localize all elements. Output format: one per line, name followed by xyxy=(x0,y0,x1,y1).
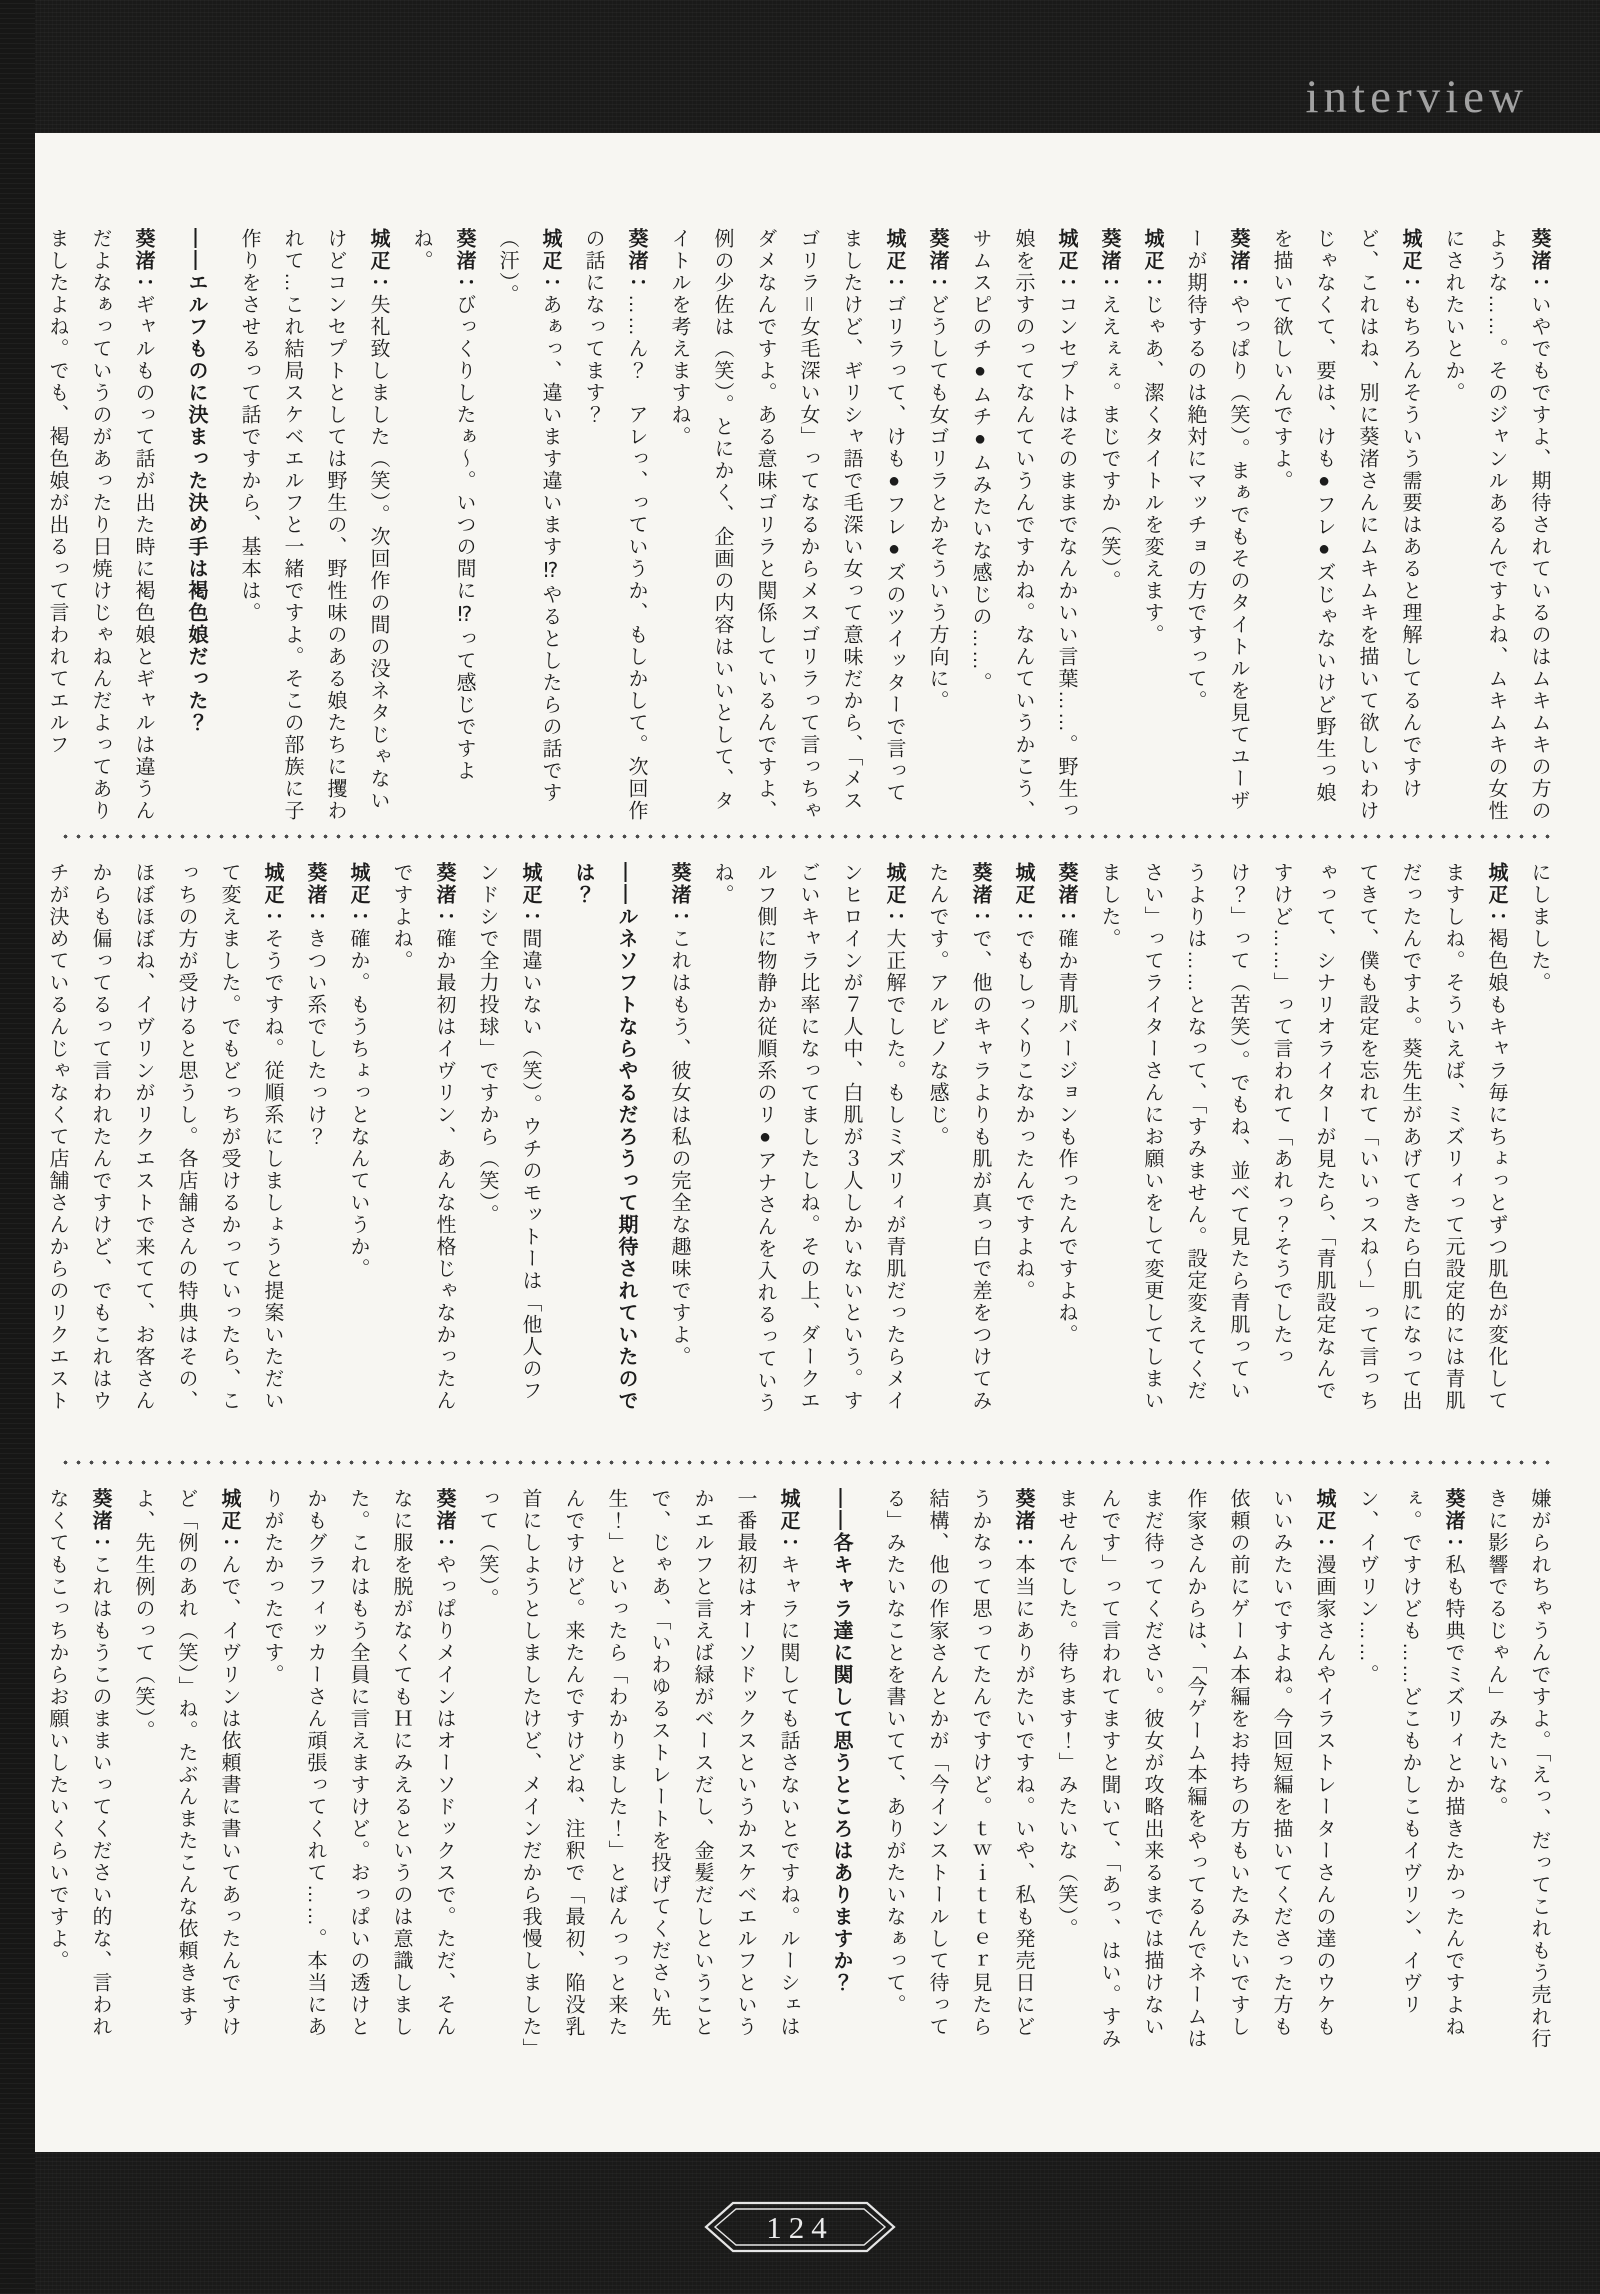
interview-paragraph: 葵渚：ええぇぇ。まじですか（笑）。 xyxy=(1098,228,1120,592)
interview-paragraph: 葵渚：きつい系でしたっけ？ xyxy=(304,862,326,1148)
page-number-frame-icon xyxy=(702,2198,898,2256)
speaker-name: 城疋： xyxy=(539,228,561,294)
interview-paragraph: 葵渚：……ん？ アレっ、っていうか、もしかして。次回作の話になってます？ xyxy=(582,228,647,822)
interview-paragraph: 葵渚：やっぱり（笑）。まぁでもそのタイトルを見てユーザーが期待するのは絶対にマッチョの方ですって。 xyxy=(1184,228,1249,812)
interview-paragraph: 葵渚：ギャルものって話が出た時に褐色娘とギャルは違うんだよなぁっていうのがあったり日焼けじゃねんだよってありましたよね。でも、褐色娘が出るって言われてエルフ xyxy=(46,228,154,822)
speaker-name: 葵渚： xyxy=(433,862,455,928)
dotted-separator xyxy=(63,834,1555,839)
speaker-name: 葵渚： xyxy=(89,1488,111,1554)
dotted-separator xyxy=(63,1460,1555,1465)
speaker-name: 葵渚： xyxy=(668,862,690,928)
speaker-name: 葵渚： xyxy=(1528,228,1550,294)
interview-paragraph: 城疋：そうですね。従順系にしましょうと提案いただいて変えました。でもどっちが受けるかっていったら、こっちの方が受けると思うし。各店舗さんの特典はその、ほぼほぼね、イヴリンがリクエストで来てて、お客さんからも偏ってるって言われたんですけど、でもこれはウチが決めているんじゃなくて店舗さんからのリクエスト xyxy=(46,862,283,1412)
speaker-name: 城疋： xyxy=(1313,1488,1335,1554)
speaker-name: 城疋： xyxy=(1485,862,1507,928)
interview-paragraph: 城疋：大正解でした。もしミズリィが青肌だったらメインヒロインが７人中、白肌が３人しかいないという。すごいキャラ比率になってましたしね。その上、ダークエルフ側に物静か従順系のリ●アナさんを入れるっていうね。 xyxy=(711,862,905,1414)
interview-paragraph: 葵渚：私も特典でミズリィとか描きたかったんですよねぇ。ですけども……どこもかしこもイヴリン、イヴリン、イヴリン……。 xyxy=(1356,1488,1464,2038)
speaker-name: 城疋： xyxy=(347,862,369,928)
interview-paragraph: 城疋：間違いない（笑）。ウチのモットーは「他人のフンドシで全力投球」ですから（笑）。 xyxy=(476,862,541,1402)
interview-paragraph: 城疋：んで、イヴリンは依頼書に書いてあったんですけど「例のあれ（笑）」ね。たぶんまたこんな依頼きますよ、先生例のって（笑）。 xyxy=(132,1488,240,2038)
speaker-name: 城疋： xyxy=(883,862,905,928)
interview-paragraph: 城疋：でもしっくりこなかったんですよね。 xyxy=(1012,862,1034,1302)
interview-paragraph: 葵渚：確か最初はイヴリン、あんな性格じゃなかったんですよね。 xyxy=(390,862,455,1412)
interview-text-band-1 xyxy=(46,228,1560,822)
interview-paragraph: 葵渚：びっくりしたぁ～。いつの間に⁉って感じですよね。 xyxy=(410,228,475,782)
interview-paragraph: 城疋：あぁっ、違います違います⁉やるとしたらの話です（汗）。 xyxy=(496,228,561,804)
speaker-name: 城疋： xyxy=(883,228,905,294)
speaker-name: 葵渚： xyxy=(304,862,326,928)
interview-label: interview xyxy=(1305,71,1528,123)
interview-paragraph: 城疋：じゃあ、潔くタイトルを変えます。 xyxy=(1141,228,1163,646)
speaker-name: 葵渚： xyxy=(1098,228,1120,294)
speaker-name: 葵渚： xyxy=(1055,862,1077,928)
speaker-name: 城疋： xyxy=(1055,228,1077,294)
speaker-name: 城疋： xyxy=(1399,228,1421,294)
speaker-name: 城疋： xyxy=(218,1488,240,1554)
section-heading: ――ルネソフトならやるだろうって期待されていたのでは？ xyxy=(572,862,637,1412)
speaker-name: 城疋： xyxy=(1141,228,1163,294)
speaker-name: 葵渚： xyxy=(1012,1488,1034,1554)
speaker-name: 葵渚： xyxy=(1227,228,1249,294)
interview-paragraph: 城疋：ゴリラって、けも●フレ●ズのツイッターで言ってましたけど、ギリシャ語で毛深い女って意味だから、「メスゴリラ＝女毛深い女」ってなるからメスゴリラって言っちゃダメなんですよ。ある意味ゴリラと関係しているんですよ、例の少佐は（笑）。とにかく、企画の内容はいいとして、タイトルを考えますね。 xyxy=(668,228,905,822)
page-footer xyxy=(0,2152,1600,2294)
interview-paragraph: 葵渚：いやでもですよ、期待されているのはムキムキの方のような……。そのジャンルあるんですよね、ムキムキの女性にされたいとか。 xyxy=(1442,228,1550,822)
page-header xyxy=(0,0,1600,133)
interview-paragraph: 城疋：失礼致しました（笑）。次回作の間の没ネタじゃないけどコンセプトとしては野生の、野性味のある娘たちに攫われて…これ結局スケベエルフと一緒ですよ。そこの部族に子作りをさせるって話ですから、基本は。 xyxy=(238,228,389,822)
interview-paragraph: 城疋：もちろんそういう需要はあると理解してるんですけど、これはね、別に葵渚さんにムキムキを描いて欲しいわけじゃなくて、要は、けも●フレ●ズじゃないけど野生っ娘を描いて欲しいんですよ。 xyxy=(1270,228,1421,822)
interview-paragraph: 葵渚：どうしても女ゴリラとかそういう方向に。 xyxy=(926,228,948,712)
section-heading: ――各キャラ達に関して思うところはありますか？ xyxy=(830,1488,852,1994)
interview-paragraph: 葵渚：やっぱりメインはオーソドックスで。ただ、そんなに服を脱がなくてもＨにみえるというのは意識しました。これはもう全員に言えますけど。おっぱいの透けとかもグラフィッカーさん頑張ってくれて……。本当にありがたかったです。 xyxy=(261,1488,455,2038)
speaker-name: 葵渚： xyxy=(132,228,154,294)
paragraph-continuation: 嫌がられちゃうんですよ。「えっ、だってこれもう売れ行きに影響でるじゃん」みたいな。 xyxy=(1485,1488,1550,2050)
interview-paragraph: 葵渚：これはもう、彼女は私の完全な趣味ですよ。 xyxy=(668,862,690,1368)
interview-paragraph: 城疋：褐色娘もキャラ毎にちょっとずつ肌色が変化してますしね。そういえば、ミズリィって元設定的には青肌だったんですよ。葵先生があげてきたら白肌になって出てきて、僕も設定を忘れて「いいっスね～」って言っちゃって、シナリオライターが見たら、「青肌設定なんですけど……」って言われて「あれっ？そうでしたっけ？」って（苦笑）。でもね、並べて見たら青肌っていうよりは……となって、「すみません。設定変えてください」ってライターさんにお願いをして変更してしまいました。 xyxy=(1098,862,1507,1412)
speaker-name: 葵渚： xyxy=(926,228,948,294)
speaker-name: 葵渚： xyxy=(1442,1488,1464,1554)
interview-text-band-3 xyxy=(46,1488,1560,2056)
interview-paragraph: 葵渚：これはもうこのままいってください的な、言われなくてもこっちからお願いしたいくらいですよ。 xyxy=(46,1488,111,2038)
speaker-name: 葵渚： xyxy=(625,228,647,294)
interview-paragraph: 城疋：キャラに関しても話さないとですね。ルーシェは一番最初はオーソドックスというかスケベエルフというかエルフと言えば緑がベースだし、金髪だしということで、じゃあ、「いわゆるストレートを投げてください先生！」といったら「わかりました！」とばんっっと来たんですけど。来たんですけどね、注釈で「最初、陥没乳首にしようとしましたけど、メインだから我慢しました」って（笑）。 xyxy=(476,1488,799,2050)
section-heading: ――エルフものに決まった決め手は褐色娘だった？ xyxy=(185,228,207,734)
speaker-name: 城疋： xyxy=(1012,862,1034,928)
page-number: 124 xyxy=(766,2210,834,2245)
interview-paragraph: 城疋：漫画家さんやイラストレーターさんの達のウケもいいみたいですよね。今回短編を描いてくださった方も依頼の前にゲーム本編をお持ちの方もいたみたいですし作家さんからは、「今ゲーム本編をやってるんでネームはまだ待ってください。彼女が攻略出来るまでは描けないんです」って言われてますと聞いて、「あっ、はい。すみませんでした。待ちます！」みたいな（笑）。 xyxy=(1055,1488,1335,2050)
speaker-name: 城疋： xyxy=(261,862,283,928)
speaker-name: 葵渚： xyxy=(433,1488,455,1554)
page-number-emblem xyxy=(702,2198,898,2256)
interview-paragraph: 城疋：コンセプトはそのままでなんかいい言葉……。野生っ娘を示すのってなんていうんですかね。なんていうかこう、サムスピのチ●ムチ●ムみたいな感じの……。 xyxy=(969,228,1077,822)
speaker-name: 葵渚： xyxy=(969,862,991,928)
interview-paragraph: 葵渚：で、他のキャラよりも肌が真っ白で差をつけてみたんです。アルビノな感じ。 xyxy=(926,862,991,1412)
paragraph-continuation: にしました。 xyxy=(1528,862,1550,994)
interview-paragraph: 城疋：確か。もうちょっとなんていうか。 xyxy=(347,862,369,1280)
speaker-name: 城疋： xyxy=(519,862,541,928)
page-left-edge xyxy=(0,0,35,2294)
speaker-name: 城疋： xyxy=(777,1488,799,1554)
interview-paragraph: 葵渚：確か青肌バージョンも作ったんですよね。 xyxy=(1055,862,1077,1346)
interview-paragraph: 葵渚：本当にありがたいですね。いや、私も発売日にどうかなって思ってたんですけど。ｔｗｉｔｔｅｒ見たら結構、他の作家さんとかが「今インストールして待ってる」みたいなことを書いてて、ありがたいなぁって。 xyxy=(883,1488,1034,2038)
speaker-name: 城疋： xyxy=(367,228,389,294)
interview-text-band-2 xyxy=(46,862,1560,1414)
speaker-name: 葵渚： xyxy=(453,228,475,294)
